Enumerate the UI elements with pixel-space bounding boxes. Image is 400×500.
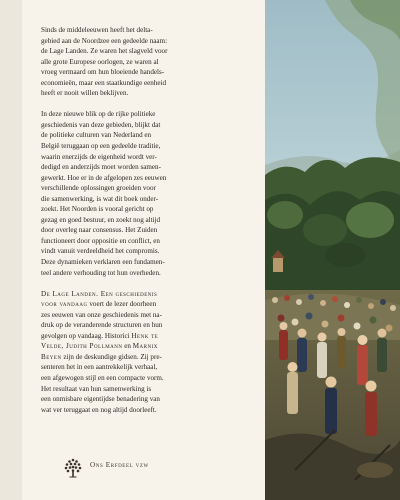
text-line: Deze dynamieken verklaren een fundamen- [41,257,165,266]
text-line: geschiedenis van deze gebieden, blijkt dat [41,120,161,129]
text-line: economieën, maar een staatkundige eenheid [41,78,167,87]
text-line [41,310,261,321]
small-caps-text: Marnix [132,342,158,351]
text-line [41,331,261,342]
text-line: verschillende oplossingen groeiden voor [41,184,156,193]
text-line: alle grote Europese oorlogen, ze waren al [41,57,159,66]
text-line: vindt vanuit verdeeldheid het compromis. [41,247,160,256]
tree-icon [61,455,85,479]
text-line [41,289,261,300]
text-segment: zes eeuwen van onze geschiedenis met na- [41,310,162,319]
text-line: die samenwerking, is wat dit boek onder- [41,194,159,203]
small-caps-text: De Lage Landen. Een geschiedenis [41,289,158,298]
text-line [41,384,261,395]
text-line [41,352,261,363]
text-line: dedigd en anderzijds moet worden samen- [41,163,161,172]
small-caps-text: Henk te [131,331,159,340]
text-line: zoekt. Het Noorden is vooral gericht op [41,205,154,214]
text-line [41,341,261,352]
text-line [41,362,261,373]
paragraph-3 [41,289,261,416]
text-line: functioneert door oppositie en conflict, en [41,236,160,245]
text-segment: wat ver teruggaat en nog altijd doorleeft. [41,405,157,414]
small-caps-text: voor vandaag [41,300,88,309]
landscape-painting [265,0,400,500]
text-line [41,320,261,331]
text-segment: een afgewogen stijl en een compacte vorm. [41,373,164,382]
text-line: gewerkt. Hoe er in de afgelopen zes eeuwen [41,173,167,182]
text-segment: een onmisbare eigentijdse benadering van [41,395,160,404]
text-segment: zijn de deskundige gidsen. Zij pre- [61,352,162,361]
text-line: heeft er nooit willen beklijven. [41,89,129,98]
small-caps-text: Velde, Judith Pollmann [41,342,123,351]
text-line [41,299,261,310]
text-segment: senteren het in een aantrekkelijk verhaal, [41,363,158,372]
text-line: de politieke culturen van Nederland en [41,131,152,140]
text-line [41,405,261,416]
text-line: gezag en goed bestuur, en zoekt nog altijd [41,215,161,224]
text-line [41,373,261,384]
text-line: vroeg vermaard om hun bloeiende handels- [41,68,165,77]
text-line: Sinds de middeleeuwen heeft het delta- [41,26,153,34]
text-segment: voert de lezer doorheen [87,300,157,309]
text-line: de Lage Landen. Ze waren het slagveld voor [41,47,168,56]
text-segment: druk op de veranderende structuren en hun [41,321,163,330]
text-line: waarin enerzijds de eigenheid wordt ver- [41,152,157,161]
paragraph-2 [41,109,261,278]
text-line: teel andere verhouding tot hun overheden. [41,268,161,277]
text-segment: gevolgen op vandaag. Historici [41,331,132,340]
paragraph-1 [41,25,261,99]
small-caps-text: Beyen [41,352,62,361]
painting-strip [265,0,400,500]
publisher-name: Ons Erfdeel vzw [90,461,149,469]
text-line [41,394,261,405]
text-line: In deze nieuwe blik op de rijke politieke [41,110,156,119]
blurb-text [41,25,261,426]
text-segment: en [122,342,133,351]
text-line: gebied aan de Noordzee een gedeelde naam: [41,36,168,45]
text-segment: Het resultaat van hun samenwerking is [41,384,152,393]
text-line: België teruggaan op een gedeelde traditie, [41,141,161,150]
text-line: door overleg naar consensus. Het Zuiden [41,226,158,235]
